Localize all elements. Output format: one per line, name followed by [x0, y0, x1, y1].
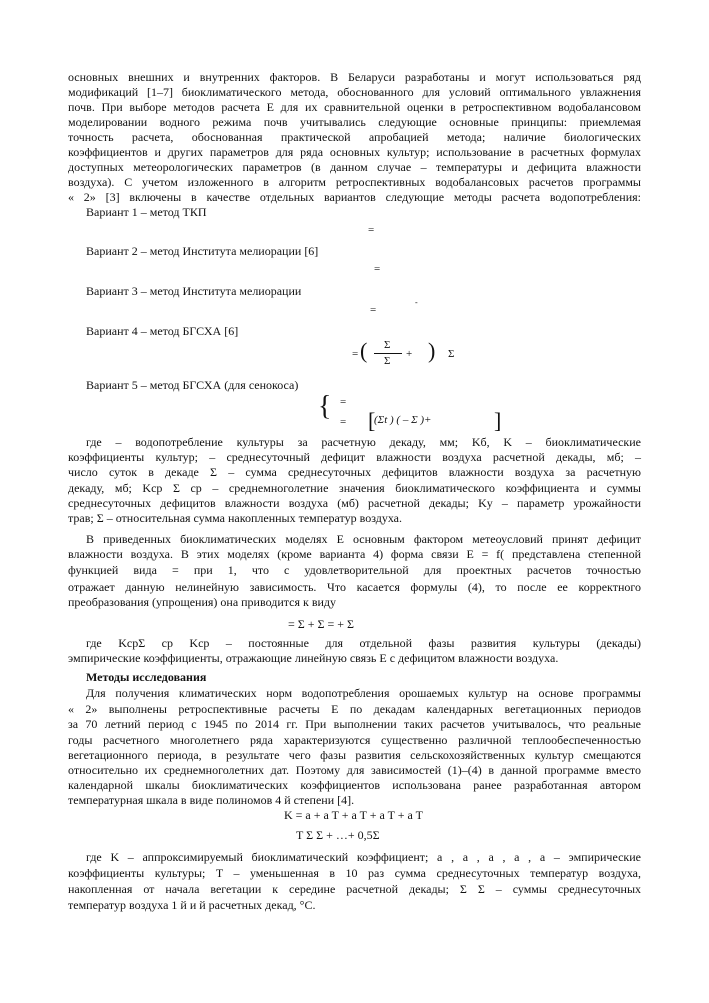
formula-3: = — [370, 304, 377, 316]
formula-4-sigma-den: Σ — [384, 355, 391, 367]
formula-5-bracket-left: [ — [368, 408, 376, 433]
formula-polynomial: K = a + a T + a T + a T + a T — [284, 808, 423, 822]
text-line: коэффициенты культур; – среднесуточный дефицит влажности воздуха расчетной декады, мб; – — [68, 450, 641, 464]
text-line: за 70 летний период с 1945 по 2014 гг. При выполнении таких расчетов учитывалось, что реальные — [68, 717, 641, 731]
text-line: влажности воздуха. В этих моделях (кроме варианта 4) форма связи E = f( представлена степенной — [68, 547, 641, 561]
formula-4-sigma-num: Σ — [384, 339, 391, 351]
text-line: преобразования (упрощения) она приводится к виду — [68, 595, 337, 609]
formula-4-sigma-right: Σ — [448, 348, 455, 360]
formula-4-paren-left: ( — [360, 338, 368, 363]
text-line: эмпирические коэффициенты, отражающие линейную связь E с дефицитом влажности воздуха. — [68, 651, 559, 665]
formula-5-brace: { — [318, 391, 332, 422]
text-line: где KсрΣ ср Kср – постоянные для отдельной фазы развития культуры (декады) — [86, 636, 641, 650]
text-line: вегетационного периода, в результате чего фазы развития сельскохозяйственных культур смещаются — [68, 748, 641, 762]
text-line: основных внешних и внутренних факторов. В Беларуси разработаны и могут использоваться ряд — [68, 70, 641, 84]
text-line: годы расчетного многолетнего ряда характеризуются существенно различной теплообеспеченностью — [68, 733, 641, 747]
text-line: температур воздуха 1 й и й расчетных декад, °C. — [68, 898, 316, 912]
text-line: где – водопотребление культуры за расчетную декаду, мм; Kб, K – биоклиматические — [86, 435, 641, 449]
formula-5-body: (Σt ) ( – Σ )+ — [374, 414, 432, 426]
formula-5-bracket-right: ] — [494, 408, 502, 433]
text-line: моделировании водного режима почв учитывались следующие основные принципы: приемлемая — [68, 115, 641, 129]
text-line: коэффициенты культуры; T – уменьшенная в 10 раз сумма среднесуточных температур воздуха, — [68, 866, 641, 880]
formula-1: = — [368, 224, 375, 236]
formula-5-eq1: = — [340, 396, 347, 408]
text-line: календарной шкалы биоклиматических коэффициентов использована ранее разработанная автором — [68, 778, 641, 792]
variant-3: Вариант 3 – метод Института мелиорации — [86, 284, 302, 298]
text-line: почв. При выборе методов расчета E для их сравнительной оценки в ретроспективном водобалансовом — [68, 100, 641, 114]
text-line: отражает данную нелинейную зависимость. Что касается формулы (4), то после ее корректного — [68, 580, 641, 594]
formula-linear: = Σ + Σ = + Σ — [288, 617, 355, 631]
section-heading: Методы исследования — [86, 670, 207, 684]
text-line: накопленная от начала вегетации к середине расчетной декады; Σ Σ – суммы среднесуточных — [68, 882, 641, 896]
formula-2: = — [374, 263, 381, 275]
formula-4-fraction-bar — [374, 353, 402, 354]
text-line: В приведенных биоклиматических моделях E основным фактором метеоусловий принят дефицит — [86, 532, 641, 546]
text-line: среднесуточных дефицитов влажности воздуха (мб) расчетной декады; Kу – параметр урожайности — [68, 496, 641, 510]
variant-5: Вариант 5 – метод БГСХА (для сенокоса) — [86, 378, 299, 392]
text-line: коэффициентов и других параметров для ряда основных культур; использование в расчетных формулах — [68, 145, 641, 159]
variant-4: Вариант 4 – метод БГСХА [6] — [86, 324, 239, 338]
text-line: декаду, мб; Kср Σ ср – среднемноголетние значения биоклиматического коэффициента и суммы — [68, 481, 641, 495]
text-line: доступных метеорологических параметров (в данном случае – температуры и дефицита влажности — [68, 160, 641, 174]
text-line: воздуха). С учетом изложенного в алгоритм ретроспективных водобалансовых расчетов программы — [68, 175, 641, 189]
text-line: число суток в декаде Σ – сумма среднесуточных дефицитов влажности воздуха за расчетную — [68, 465, 641, 479]
text-line: « 2» [3] включены в качестве отдельных вариантов следующие методы расчета водопотребления: — [68, 190, 641, 204]
text-line: относительно их среднемноголетних дат. Поэтому для зависимостей (1)–(4) в данной программе вместо — [68, 763, 641, 777]
formula-temperature: T Σ Σ + …+ 0,5Σ — [296, 828, 380, 842]
text-line: трав; Σ – относительная сумма накопленных температур воздуха. — [68, 511, 403, 525]
text-line: температурная шкала в виде полиномов 4 й степени [4]. — [68, 793, 355, 807]
formula-4-plus: + — [406, 348, 413, 360]
text-line: функцией вида = при 1, что с удовлетворительной для проектных расчетов точностью — [68, 563, 641, 577]
formula-4-eq: = — [352, 348, 359, 360]
text-line: где K – аппроксимируемый биоклиматический коэффициент; a , a , a , a , a – эмпирические — [86, 850, 641, 864]
formula-3-mark: - — [415, 298, 418, 307]
text-line: « 2» выполнены ретроспективные расчеты E по декадам календарных вегетационных периодов — [68, 702, 641, 716]
formula-5-eq2: = — [340, 416, 347, 428]
text-line: модификаций [1–7] биоклиматического метода, обоснованного для условий оптимального увлажнения — [68, 85, 641, 99]
variant-1: Вариант 1 – метод ТКП — [86, 205, 207, 219]
variant-2: Вариант 2 – метод Института мелиорации [6] — [86, 244, 319, 258]
formula-4-paren-right: ) — [428, 338, 436, 363]
text-line: Для получения климатических норм водопотребления орошаемых культур на основе программы — [86, 686, 641, 700]
text-line: точность расчета, обоснованная практической апробацией метода; наличие биологических — [68, 130, 641, 144]
